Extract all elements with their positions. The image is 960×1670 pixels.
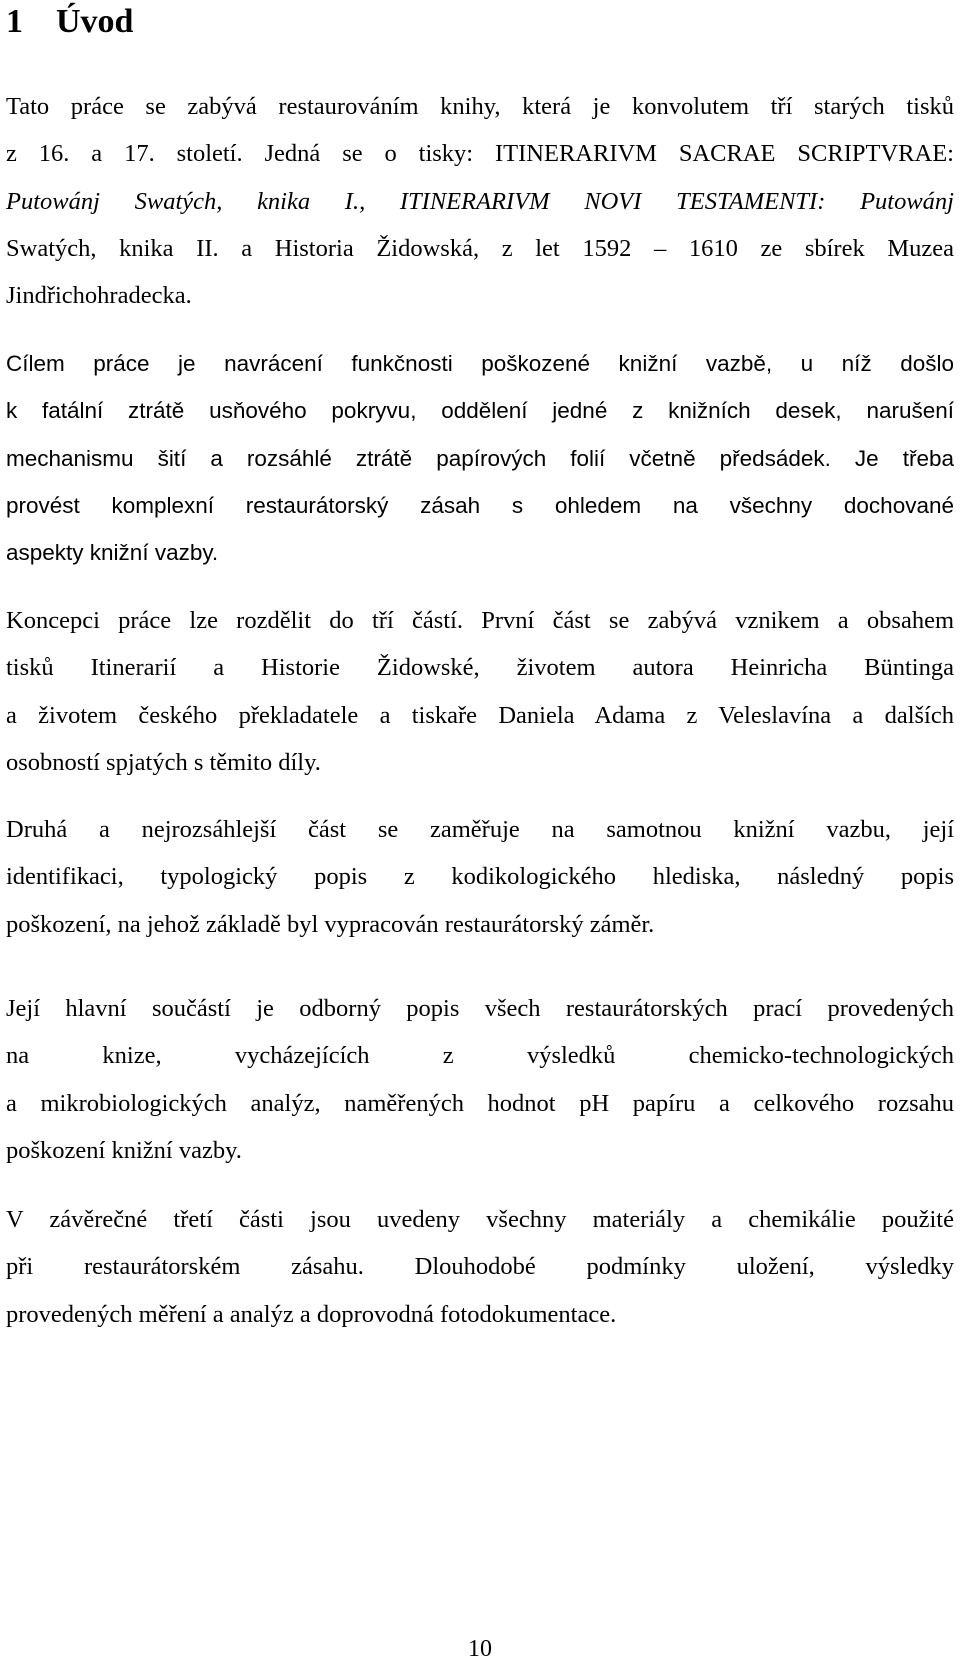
paragraph-line: Swatých, knika II. a Historia Židowská, z let 1592 – 1610 ze sbírek Muzea xyxy=(6,234,954,262)
paragraph-line: poškození, na jehož základě byl vypracován restaurátorský záměr. xyxy=(6,910,655,938)
paragraph-line: V závěrečné třetí části jsou uvedeny všechny materiály a chemikálie použité xyxy=(6,1206,954,1233)
paragraph-line: aspekty knižní vazby. xyxy=(6,540,219,566)
paragraph-line: provést komplexní restaurátorský zásah s ohledem na všechny dochované xyxy=(6,492,954,518)
paragraph-line: Druhá a nejrozsáhlejší část se zaměřuje na samotnou knižní vazbu, její xyxy=(6,816,954,843)
chapter-title: Úvod xyxy=(56,3,134,40)
paragraph-line: Putowánj Swatých, knika I., ITINERARIVM NOVI TESTAMENTI: Putowánj xyxy=(6,187,954,215)
paragraph-line: na knize, vycházejících z výsledků chemicko-technologických xyxy=(6,1042,954,1070)
paragraph-goal xyxy=(6,340,954,576)
paragraph-concept xyxy=(6,597,954,786)
page-number: 10 xyxy=(468,1636,492,1662)
paragraph-line: identifikaci, typologický popis z kodikologického hlediska, následný popis xyxy=(6,863,954,891)
paragraph-line: Cílem práce je navrácení funkčnosti poškozené knižní vazbě, u níž došlo xyxy=(6,351,954,376)
paragraph-line: Její hlavní součástí je odborný popis všech restaurátorských prací provedených xyxy=(6,995,954,1022)
paragraph-line: z 16. a 17. století. Jedná se o tisky: ITINERARIVM SACRAE SCRIPTVRAE: xyxy=(6,140,954,168)
paragraph-second-part xyxy=(6,806,954,948)
paragraph-line: a mikrobiologických analýz, naměřených hodnot pH papíru a celkového rozsahu xyxy=(6,1089,954,1117)
paragraph-line: mechanismu šití a rozsáhlé ztrátě papírových folií včetně předsádek. Je třeba xyxy=(6,445,954,471)
paragraph-line: provedených měření a analýz a doprovodná fotodokumentace. xyxy=(6,1300,617,1328)
paragraph-line: osobností spjatých s těmito díly. xyxy=(6,748,321,776)
paragraph-line: při restaurátorském zásahu. Dlouhodobé podmínky uložení, výsledky xyxy=(6,1253,954,1281)
paragraph-line: a životem českého překladatele a tiskaře Daniela Adama z Veleslavína a dalších xyxy=(6,701,954,729)
paragraph-line: tisků Itinerarií a Historie Židowské, životem autora Heinricha Büntinga xyxy=(6,654,954,682)
paragraph-third-part xyxy=(6,1196,954,1338)
paragraph-line: k fatální ztrátě usňového pokryvu, oddělení jedné z knižních desek, narušení xyxy=(6,398,954,424)
paragraph-main-part xyxy=(6,985,954,1174)
paragraph-line: Jindřichohradecka. xyxy=(6,282,192,310)
chapter-number: 1 xyxy=(6,3,23,40)
paragraph-intro xyxy=(6,83,954,319)
paragraph-line: Koncepci práce lze rozdělit do tří částí. První část se zabývá vznikem a obsahem xyxy=(6,607,954,634)
paragraph-line: poškození knižní vazby. xyxy=(6,1136,242,1164)
chapter-heading xyxy=(6,0,133,44)
paragraph-line: Tato práce se zabývá restaurováním knihy, která je konvolutem tří starých tisků xyxy=(6,93,954,120)
